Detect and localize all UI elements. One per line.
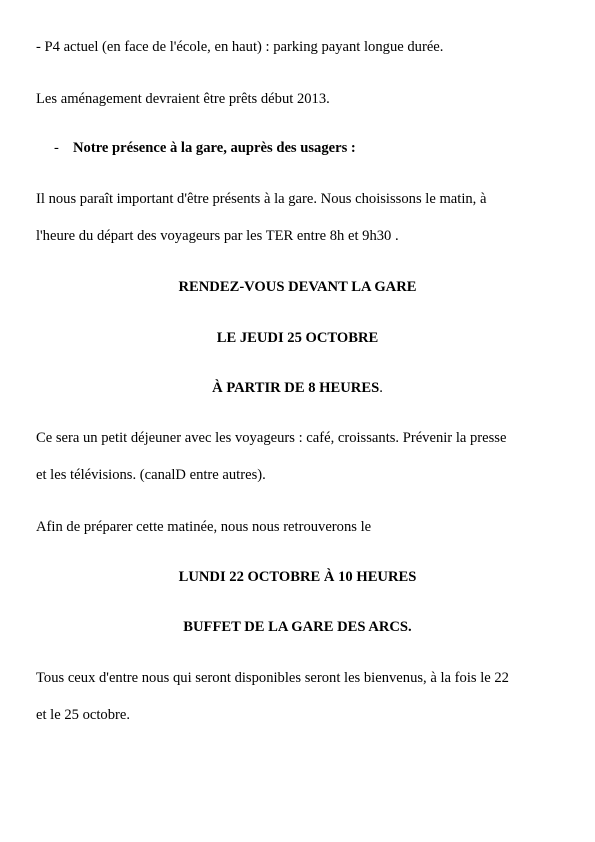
rdv-line-2: LE JEUDI 25 OCTOBRE [216,330,379,346]
prepare-line: Afin de préparer cette matinée, nous nous retrouverons le [36,519,372,535]
closing-line-2: et le 25 octobre. [36,707,131,723]
rdv-line-3: À PARTIR DE 8 HEURES [212,380,380,396]
section-heading: Notre présence à la gare, auprès des usagers : [73,140,356,156]
meeting-line-2: BUFFET DE LA GARE DES ARCS. [183,619,412,635]
closing-line-1: Tous ceux d'entre nous qui seront disponibles seront les bienvenus, à la fois le 22 [36,670,509,686]
rdv-line-3-wrapper [0,379,595,397]
intro-line-1: Il nous paraît important d'être présents à la gare. Nous choisissons le matin, à [36,191,487,207]
section-dash: - [54,140,59,156]
meeting-line-1: LUNDI 22 OCTOBRE À 10 HEURES [178,569,417,585]
amenagement-line: Les aménagement devraient être prêts début 2013. [36,91,330,107]
breakfast-line-2: et les télévisions. (canalD entre autres). [36,467,266,483]
rdv-line-1: RENDEZ-VOUS DEVANT LA GARE [178,279,417,295]
breakfast-line-1: Ce sera un petit déjeuner avec les voyageurs : café, croissants. Prévenir la presse [36,430,507,446]
rdv-line-3-suffix: . [379,380,383,396]
intro-line-2: l'heure du départ des voyageurs par les TER entre 8h et 9h30 . [36,228,399,244]
p4-parking-line: - P4 actuel (en face de l'école, en haut) : parking payant longue durée. [36,39,444,55]
